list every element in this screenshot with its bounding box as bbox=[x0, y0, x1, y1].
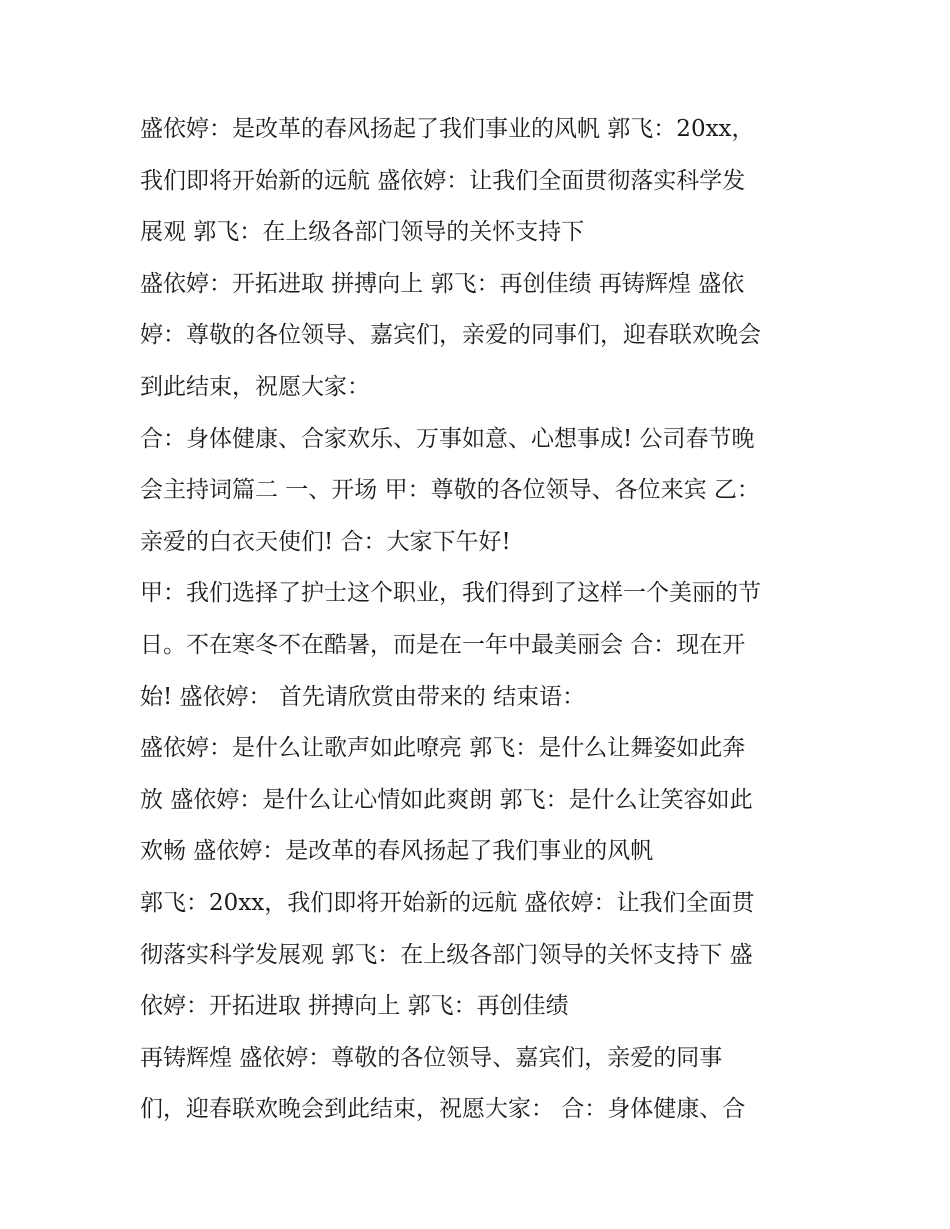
text-line-7: 合：身体健康、合家欢乐、万事如意、心想事成! 公司春节晚 bbox=[140, 425, 755, 452]
text-line-16: 郭飞：20xx，我们即将开始新的远航 盛依婷：让我们全面贯 bbox=[140, 889, 755, 916]
text-line-1: 盛依婷：是改革的春风扬起了我们事业的风帆 郭飞：20xx， bbox=[140, 116, 755, 142]
text-line-14: 放 盛依婷：是什么让心情如此爽朗 郭飞：是什么让笑容如此 bbox=[140, 786, 753, 813]
text-line-17: 彻落实科学发展观 郭飞：在上级各部门领导的关怀支持下 盛 bbox=[140, 941, 753, 968]
text-line-6: 到此结束，祝愿大家： bbox=[140, 373, 370, 400]
text-line-9: 亲爱的白衣天使们! 合：大家下午好! bbox=[140, 528, 511, 555]
document-body bbox=[140, 104, 830, 1136]
text-line-10: 甲：我们选择了护士这个职业，我们得到了这样一个美丽的节 bbox=[140, 580, 761, 607]
text-line-5: 婷：尊敬的各位领导、嘉宾们，亲爱的同事们，迎春联欢晚会 bbox=[140, 322, 761, 349]
text-line-19: 再铸辉煌 盛依婷：尊敬的各位领导、嘉宾们，亲爱的同事 bbox=[140, 1044, 723, 1071]
text-line-4: 盛依婷：开拓进取 拼搏向上 郭飞：再创佳绩 再铸辉煌 盛依 bbox=[140, 270, 745, 297]
text-line-18: 依婷：开拓进取 拼搏向上 郭飞：再创佳绩 bbox=[140, 993, 569, 1020]
text-line-15: 欢畅 盛依婷：是改革的春风扬起了我们事业的风帆 bbox=[140, 838, 654, 865]
text-line-13: 盛依婷：是什么让歌声如此嘹亮 郭飞：是什么让舞姿如此奔 bbox=[140, 735, 746, 762]
text-line-8: 会主持词篇二 一、开场 甲：尊敬的各位领导、各位来宾 乙： bbox=[140, 477, 760, 504]
text-line-12: 始! 盛依婷： 首先请欣赏由带来的 结束语： bbox=[140, 683, 586, 710]
text-line-20: 们，迎春联欢晚会到此结束，祝愿大家： 合：身体健康、合 bbox=[140, 1096, 746, 1123]
text-line-3: 展观 郭飞：在上级各部门领导的关怀支持下 bbox=[140, 219, 585, 246]
text-line-2: 我们即将开始新的远航 盛依婷：让我们全面贯彻落实科学发 bbox=[140, 167, 746, 194]
text-line-11: 日。不在寒冬不在酷暑，而是在一年中最美丽会 合：现在开 bbox=[140, 631, 746, 658]
